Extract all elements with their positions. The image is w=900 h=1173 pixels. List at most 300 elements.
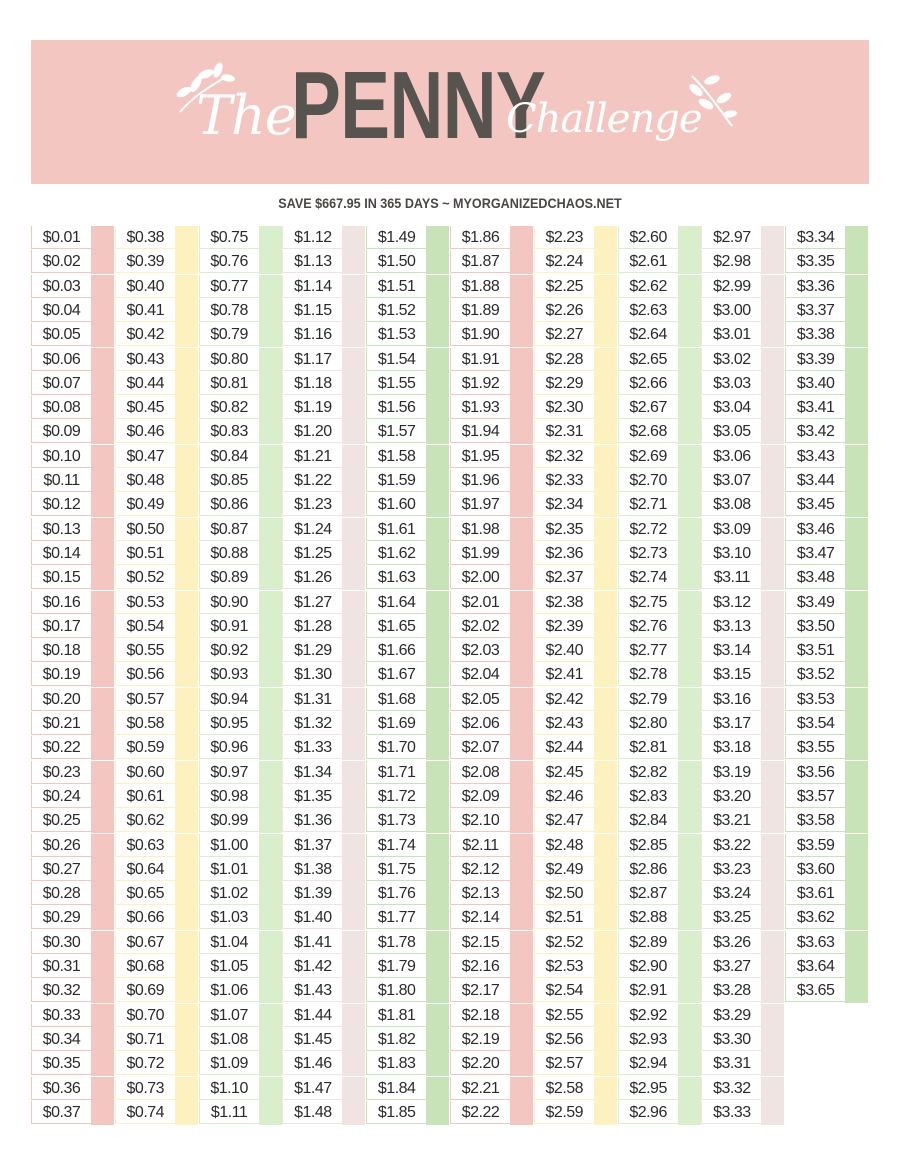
checkbox[interactable] [342,1028,365,1052]
checkbox[interactable] [678,1028,701,1052]
checkbox[interactable] [678,542,701,566]
checkbox[interactable] [426,639,449,663]
checkbox[interactable] [342,712,365,736]
checkbox[interactable] [259,639,282,663]
checkbox[interactable] [761,736,784,760]
checkbox[interactable] [259,372,282,396]
checkbox[interactable] [594,566,617,590]
checkbox[interactable] [594,615,617,639]
checkbox[interactable] [761,348,784,372]
checkbox[interactable] [426,882,449,906]
checkbox[interactable] [259,663,282,687]
checkbox[interactable] [175,955,198,979]
checkbox[interactable] [426,445,449,469]
checkbox[interactable] [342,736,365,760]
checkbox[interactable] [342,518,365,542]
checkbox[interactable] [91,809,114,833]
checkbox[interactable] [594,712,617,736]
checkbox[interactable] [845,834,868,858]
checkbox[interactable] [510,1052,533,1076]
checkbox[interactable] [678,882,701,906]
checkbox[interactable] [678,518,701,542]
checkbox[interactable] [510,785,533,809]
checkbox[interactable] [342,858,365,882]
checkbox[interactable] [761,688,784,712]
checkbox[interactable] [91,493,114,517]
checkbox[interactable] [761,712,784,736]
checkbox[interactable] [594,858,617,882]
checkbox[interactable] [426,955,449,979]
checkbox[interactable] [426,979,449,1003]
checkbox[interactable] [342,615,365,639]
checkbox[interactable] [678,250,701,274]
checkbox[interactable] [175,469,198,493]
checkbox[interactable] [259,566,282,590]
checkbox[interactable] [175,761,198,785]
checkbox[interactable] [342,372,365,396]
checkbox[interactable] [510,736,533,760]
checkbox[interactable] [678,931,701,955]
checkbox[interactable] [594,1077,617,1101]
checkbox[interactable] [175,979,198,1003]
checkbox[interactable] [426,1077,449,1101]
checkbox[interactable] [510,420,533,444]
checkbox[interactable] [845,250,868,274]
checkbox[interactable] [91,979,114,1003]
checkbox[interactable] [342,542,365,566]
checkbox[interactable] [426,834,449,858]
checkbox[interactable] [91,1028,114,1052]
checkbox[interactable] [678,299,701,323]
checkbox[interactable] [259,518,282,542]
checkbox[interactable] [845,323,868,347]
checkbox[interactable] [594,736,617,760]
checkbox[interactable] [510,323,533,347]
checkbox[interactable] [426,663,449,687]
checkbox[interactable] [678,493,701,517]
checkbox[interactable] [342,1077,365,1101]
checkbox[interactable] [510,396,533,420]
checkbox[interactable] [259,882,282,906]
checkbox[interactable] [175,639,198,663]
checkbox[interactable] [678,736,701,760]
checkbox[interactable] [594,955,617,979]
checkbox[interactable] [845,761,868,785]
checkbox[interactable] [678,566,701,590]
checkbox[interactable] [175,542,198,566]
checkbox[interactable] [426,542,449,566]
checkbox[interactable] [426,299,449,323]
checkbox[interactable] [845,688,868,712]
checkbox[interactable] [259,979,282,1003]
checkbox[interactable] [426,226,449,250]
checkbox[interactable] [259,469,282,493]
checkbox[interactable] [845,226,868,250]
checkbox[interactable] [510,688,533,712]
checkbox[interactable] [175,1028,198,1052]
checkbox[interactable] [91,1077,114,1101]
checkbox[interactable] [594,250,617,274]
checkbox[interactable] [678,615,701,639]
checkbox[interactable] [426,275,449,299]
checkbox[interactable] [342,639,365,663]
checkbox[interactable] [91,591,114,615]
checkbox[interactable] [761,931,784,955]
checkbox[interactable] [510,250,533,274]
checkbox[interactable] [510,615,533,639]
checkbox[interactable] [678,712,701,736]
checkbox[interactable] [426,785,449,809]
checkbox[interactable] [259,615,282,639]
checkbox[interactable] [510,469,533,493]
checkbox[interactable] [342,226,365,250]
checkbox[interactable] [342,299,365,323]
checkbox[interactable] [845,931,868,955]
checkbox[interactable] [426,809,449,833]
checkbox[interactable] [594,518,617,542]
checkbox[interactable] [678,469,701,493]
checkbox[interactable] [761,226,784,250]
checkbox[interactable] [510,542,533,566]
checkbox[interactable] [594,906,617,930]
checkbox[interactable] [845,882,868,906]
checkbox[interactable] [259,858,282,882]
checkbox[interactable] [259,299,282,323]
checkbox[interactable] [845,493,868,517]
checkbox[interactable] [678,688,701,712]
checkbox[interactable] [175,785,198,809]
checkbox[interactable] [761,1052,784,1076]
checkbox[interactable] [426,518,449,542]
checkbox[interactable] [845,275,868,299]
checkbox[interactable] [678,809,701,833]
checkbox[interactable] [91,323,114,347]
checkbox[interactable] [594,931,617,955]
checkbox[interactable] [594,834,617,858]
checkbox[interactable] [426,1101,449,1125]
checkbox[interactable] [175,688,198,712]
checkbox[interactable] [510,809,533,833]
checkbox[interactable] [594,882,617,906]
checkbox[interactable] [510,1028,533,1052]
checkbox[interactable] [594,809,617,833]
checkbox[interactable] [91,858,114,882]
checkbox[interactable] [761,761,784,785]
checkbox[interactable] [259,591,282,615]
checkbox[interactable] [259,493,282,517]
checkbox[interactable] [594,785,617,809]
checkbox[interactable] [845,445,868,469]
checkbox[interactable] [342,323,365,347]
checkbox[interactable] [761,250,784,274]
checkbox[interactable] [510,299,533,323]
checkbox[interactable] [259,250,282,274]
checkbox[interactable] [761,299,784,323]
checkbox[interactable] [259,1052,282,1076]
checkbox[interactable] [845,955,868,979]
checkbox[interactable] [510,566,533,590]
checkbox[interactable] [91,906,114,930]
checkbox[interactable] [678,445,701,469]
checkbox[interactable] [845,979,868,1003]
checkbox[interactable] [342,250,365,274]
checkbox[interactable] [426,858,449,882]
checkbox[interactable] [510,663,533,687]
checkbox[interactable] [175,323,198,347]
checkbox[interactable] [845,542,868,566]
checkbox[interactable] [510,493,533,517]
checkbox[interactable] [342,493,365,517]
checkbox[interactable] [845,858,868,882]
checkbox[interactable] [510,226,533,250]
checkbox[interactable] [259,834,282,858]
checkbox[interactable] [342,591,365,615]
checkbox[interactable] [259,785,282,809]
checkbox[interactable] [678,275,701,299]
checkbox[interactable] [678,591,701,615]
checkbox[interactable] [594,979,617,1003]
checkbox[interactable] [175,493,198,517]
checkbox[interactable] [761,323,784,347]
checkbox[interactable] [678,1052,701,1076]
checkbox[interactable] [342,663,365,687]
checkbox[interactable] [91,226,114,250]
checkbox[interactable] [761,396,784,420]
checkbox[interactable] [510,931,533,955]
checkbox[interactable] [259,348,282,372]
checkbox[interactable] [342,979,365,1003]
checkbox[interactable] [594,396,617,420]
checkbox[interactable] [510,445,533,469]
checkbox[interactable] [510,1101,533,1125]
checkbox[interactable] [426,931,449,955]
checkbox[interactable] [91,736,114,760]
checkbox[interactable] [426,906,449,930]
checkbox[interactable] [91,518,114,542]
checkbox[interactable] [342,348,365,372]
checkbox[interactable] [845,348,868,372]
checkbox[interactable] [175,736,198,760]
checkbox[interactable] [594,1004,617,1028]
checkbox[interactable] [845,736,868,760]
checkbox[interactable] [91,931,114,955]
checkbox[interactable] [259,445,282,469]
checkbox[interactable] [426,1028,449,1052]
checkbox[interactable] [175,663,198,687]
checkbox[interactable] [594,275,617,299]
checkbox[interactable] [259,688,282,712]
checkbox[interactable] [342,931,365,955]
checkbox[interactable] [845,396,868,420]
checkbox[interactable] [342,275,365,299]
checkbox[interactable] [678,396,701,420]
checkbox[interactable] [510,858,533,882]
checkbox[interactable] [594,1101,617,1125]
checkbox[interactable] [510,979,533,1003]
checkbox[interactable] [594,1052,617,1076]
checkbox[interactable] [510,275,533,299]
checkbox[interactable] [594,445,617,469]
checkbox[interactable] [845,809,868,833]
checkbox[interactable] [510,348,533,372]
checkbox[interactable] [678,955,701,979]
checkbox[interactable] [91,712,114,736]
checkbox[interactable] [426,420,449,444]
checkbox[interactable] [845,591,868,615]
checkbox[interactable] [175,299,198,323]
checkbox[interactable] [594,591,617,615]
checkbox[interactable] [678,1004,701,1028]
checkbox[interactable] [175,858,198,882]
checkbox[interactable] [91,348,114,372]
checkbox[interactable] [426,1052,449,1076]
checkbox[interactable] [342,1052,365,1076]
checkbox[interactable] [845,469,868,493]
checkbox[interactable] [259,1004,282,1028]
checkbox[interactable] [426,372,449,396]
checkbox[interactable] [91,469,114,493]
checkbox[interactable] [678,323,701,347]
checkbox[interactable] [761,469,784,493]
checkbox[interactable] [342,955,365,979]
checkbox[interactable] [594,493,617,517]
checkbox[interactable] [845,712,868,736]
checkbox[interactable] [510,1077,533,1101]
checkbox[interactable] [761,518,784,542]
checkbox[interactable] [259,420,282,444]
checkbox[interactable] [259,323,282,347]
checkbox[interactable] [259,712,282,736]
checkbox[interactable] [426,736,449,760]
checkbox[interactable] [678,785,701,809]
checkbox[interactable] [761,1004,784,1028]
checkbox[interactable] [91,396,114,420]
checkbox[interactable] [761,275,784,299]
checkbox[interactable] [259,396,282,420]
checkbox[interactable] [678,834,701,858]
checkbox[interactable] [678,1101,701,1125]
checkbox[interactable] [259,931,282,955]
checkbox[interactable] [175,1077,198,1101]
checkbox[interactable] [175,420,198,444]
checkbox[interactable] [175,834,198,858]
checkbox[interactable] [678,1077,701,1101]
checkbox[interactable] [91,1004,114,1028]
checkbox[interactable] [175,566,198,590]
checkbox[interactable] [594,299,617,323]
checkbox[interactable] [426,761,449,785]
checkbox[interactable] [259,906,282,930]
checkbox[interactable] [91,688,114,712]
checkbox[interactable] [342,761,365,785]
checkbox[interactable] [510,955,533,979]
checkbox[interactable] [761,372,784,396]
checkbox[interactable] [342,1004,365,1028]
checkbox[interactable] [510,591,533,615]
checkbox[interactable] [761,979,784,1003]
checkbox[interactable] [175,372,198,396]
checkbox[interactable] [175,1004,198,1028]
checkbox[interactable] [845,615,868,639]
checkbox[interactable] [91,834,114,858]
checkbox[interactable] [91,542,114,566]
checkbox[interactable] [761,542,784,566]
checkbox[interactable] [426,323,449,347]
checkbox[interactable] [91,1101,114,1125]
checkbox[interactable] [259,955,282,979]
checkbox[interactable] [259,736,282,760]
checkbox[interactable] [761,858,784,882]
checkbox[interactable] [678,348,701,372]
checkbox[interactable] [845,518,868,542]
checkbox[interactable] [91,639,114,663]
checkbox[interactable] [259,1101,282,1125]
checkbox[interactable] [678,372,701,396]
checkbox[interactable] [678,979,701,1003]
checkbox[interactable] [91,663,114,687]
checkbox[interactable] [175,445,198,469]
checkbox[interactable] [175,348,198,372]
checkbox[interactable] [175,1101,198,1125]
checkbox[interactable] [594,348,617,372]
checkbox[interactable] [678,639,701,663]
checkbox[interactable] [845,785,868,809]
checkbox[interactable] [259,809,282,833]
checkbox[interactable] [342,1101,365,1125]
checkbox[interactable] [175,931,198,955]
checkbox[interactable] [594,420,617,444]
checkbox[interactable] [594,639,617,663]
checkbox[interactable] [761,1101,784,1125]
checkbox[interactable] [761,809,784,833]
checkbox[interactable] [426,615,449,639]
checkbox[interactable] [259,542,282,566]
checkbox[interactable] [91,250,114,274]
checkbox[interactable] [175,396,198,420]
checkbox[interactable] [175,275,198,299]
checkbox[interactable] [761,420,784,444]
checkbox[interactable] [342,785,365,809]
checkbox[interactable] [342,396,365,420]
checkbox[interactable] [678,226,701,250]
checkbox[interactable] [91,955,114,979]
checkbox[interactable] [510,882,533,906]
checkbox[interactable] [342,420,365,444]
checkbox[interactable] [594,761,617,785]
checkbox[interactable] [845,420,868,444]
checkbox[interactable] [510,761,533,785]
checkbox[interactable] [91,785,114,809]
checkbox[interactable] [175,226,198,250]
checkbox[interactable] [594,372,617,396]
checkbox[interactable] [678,420,701,444]
checkbox[interactable] [342,906,365,930]
checkbox[interactable] [761,615,784,639]
checkbox[interactable] [510,518,533,542]
checkbox[interactable] [761,566,784,590]
checkbox[interactable] [91,882,114,906]
checkbox[interactable] [259,761,282,785]
checkbox[interactable] [845,372,868,396]
checkbox[interactable] [761,906,784,930]
checkbox[interactable] [175,906,198,930]
checkbox[interactable] [845,663,868,687]
checkbox[interactable] [510,1004,533,1028]
checkbox[interactable] [761,493,784,517]
checkbox[interactable] [342,809,365,833]
checkbox[interactable] [91,1052,114,1076]
checkbox[interactable] [175,518,198,542]
